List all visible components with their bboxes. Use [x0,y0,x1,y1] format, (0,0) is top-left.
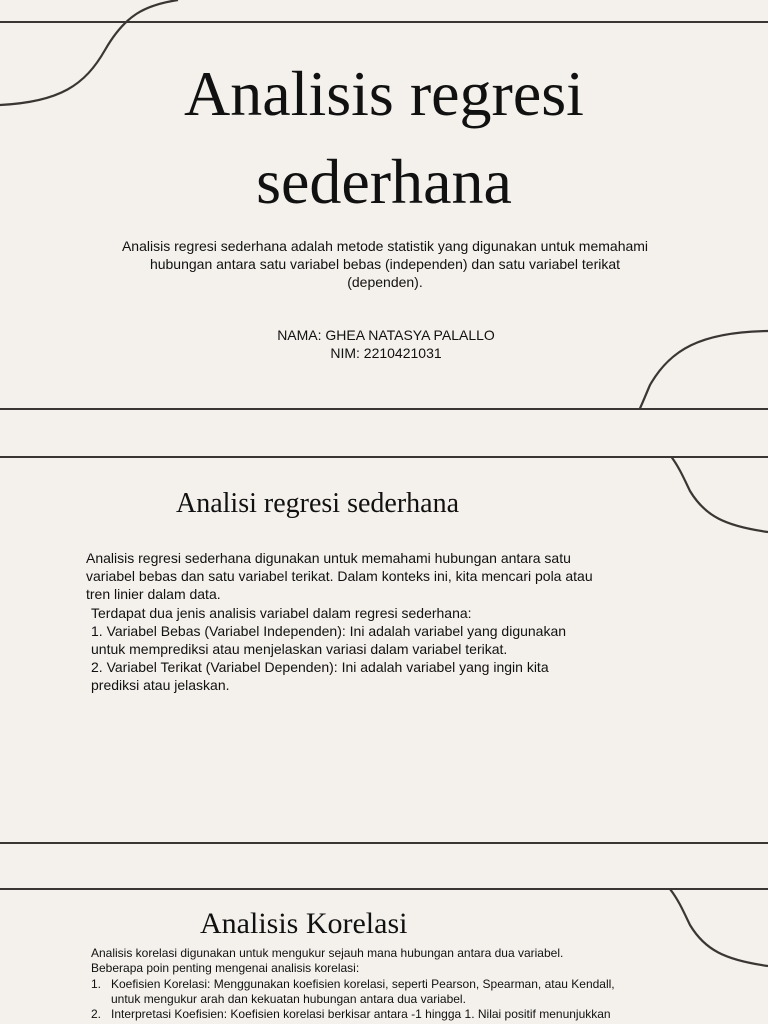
variable-types-paragraph [91,604,691,694]
list-number: 2. [91,1007,102,1021]
description-line-3: tren linier dalam data. [86,586,221,602]
description-line-1: Analisis regresi sederhana digunakan untuk memahami hubungan antara satu [86,550,571,566]
correlation-points-list [91,977,671,1022]
title-line-2: sederhana [256,146,512,217]
intro-line-2: hubungan antara satu variabel bebas (independen) dan satu variabel terikat [149,256,621,272]
correlation-line-1: Analisis korelasi digunakan untuk mengukur sejauh mana hubungan antara dua variabel. [91,946,564,960]
variable-types-line-3: untuk memprediksi atau menjelaskan variasi dalam variabel terikat. [91,641,508,657]
list-item-line-1: Koefisien Korelasi: Menggunakan koefisien korelasi, seperti Pearson, Spearman, atau Kendall, [111,977,615,991]
author-name: NAMA: GHEA NATASYA PALALLO [277,327,495,343]
intro-line-1: Analisis regresi sederhana adalah metode statistik yang digunakan untuk memahami [121,238,649,254]
list-item-line-1: Interpretasi Koefisien: Koefisien korelasi berkisar antara -1 hingga 1. Nilai positif menunjukkan [111,1007,611,1021]
variable-types-line-4: 2. Variabel Terikat (Variabel Dependen): Ini adalah variabel yang ingin kita [91,659,549,675]
correlation-description [91,946,711,976]
description-line-2: variabel bebas dan satu variabel terikat. Dalam konteks ini, kita mencari pola atau [86,568,593,584]
page-title [0,50,768,226]
intro-line-3: (dependen). [347,274,423,290]
correlation-line-2: Beberapa poin penting mengenai analisis korelasi: [91,961,360,975]
slide-title [0,0,768,410]
section-heading: Analisi regresi sederhana [176,488,459,519]
author-block [0,326,768,362]
section-heading: Analisis Korelasi [200,907,408,940]
slide-correlation [0,888,768,1024]
slide-regression [0,456,768,844]
right-swoosh [640,456,768,532]
intro-paragraph [90,237,680,291]
list-item [91,1007,671,1022]
variable-types-line-5: prediksi atau jelaskan. [91,677,230,693]
variable-types-line-1: Terdapat dua jenis analisis variabel dalam regresi sederhana: [91,605,472,621]
list-item-line-2: untuk mengukur arah dan kekuatan hubungan antara dua variabel. [111,992,466,1006]
variable-types-line-2: 1. Variabel Bebas (Variabel Independen): Ini adalah variabel yang digunakan [91,623,567,639]
regression-description [86,549,686,603]
author-nim: NIM: 2210421031 [330,345,442,361]
list-number: 1. [91,977,102,991]
title-line-1: Analisis regresi [184,58,584,129]
list-item [91,977,671,1007]
